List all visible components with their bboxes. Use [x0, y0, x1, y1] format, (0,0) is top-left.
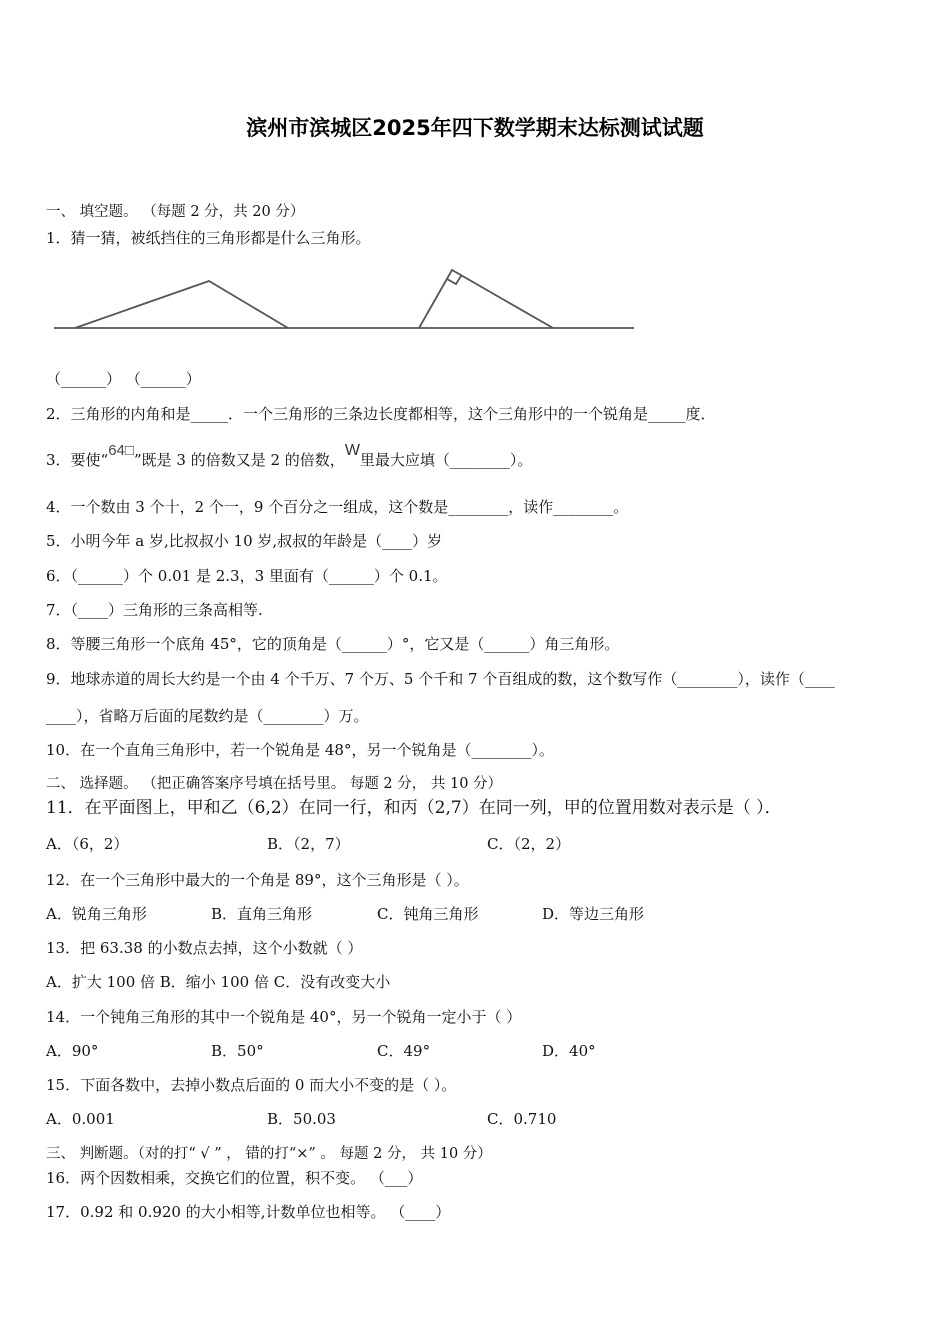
- question-3-part-b: ”既是 3 的倍数又是 2 的倍数，: [133, 451, 345, 469]
- option-c: C．49°: [377, 1042, 431, 1060]
- question-7: 7．（____）三角形的三条高相等.: [46, 601, 263, 619]
- question-14: 14．一个钝角三角形的其中一个锐角是 40°，另一个锐角一定小于（ ）: [46, 1008, 522, 1026]
- option-a: A．90°: [46, 1042, 99, 1060]
- option-b: B．（2，7）: [267, 835, 350, 853]
- question-5: 5．小明今年 a 岁,比叔叔小 10 岁,叔叔的年龄是（____）岁: [46, 532, 443, 550]
- question-11: 11．在平面图上，甲和乙（6,2）在同一行，和丙（2,7）在同一列，甲的位置用数对表示是（ ）．: [46, 798, 782, 818]
- question-12: 12．在一个三角形中最大的一个角是 89°，这个三角形是（ ）。: [46, 871, 469, 889]
- question-17: 17．0.92 和 0.920 的大小相等,计数单位也相等。 （____）: [46, 1203, 451, 1221]
- section-heading-multiple-choice: 二、 选择题。 （把正确答案序号填在括号里。 每题 2 分， 共 10 分）: [46, 776, 503, 792]
- question-6: 6．（______）个 0.01 是 2.3，3 里面有（______）个 0.1。: [46, 567, 448, 585]
- question-2: 2．三角形的内角和是_____．一个三角形的三条边长度都相等，这个三角形中的一个锐角是_____度．: [46, 405, 716, 423]
- question-4: 4．一个数由 3 个十，2 个一，9 个百分之一组成，这个数是________，读作________。: [46, 498, 629, 516]
- option-b: B．直角三角形: [211, 905, 313, 923]
- question-9-line-2: ____），省略万后面的尾数约是（________）万。: [46, 707, 369, 725]
- question-3-w-image: W: [344, 442, 360, 459]
- question-9-line-1: 9．地球赤道的周长大约是一个由 4 个千万、7 个万、5 个千和 7 个百组成的数，这个数写作（________），读作（____: [46, 670, 835, 688]
- question-10: 10．在一个直角三角形中，若一个锐角是 48°，另一个锐角是（________）。: [46, 741, 554, 759]
- option-b: B．50.03: [267, 1110, 336, 1128]
- option-a: A．锐角三角形: [46, 905, 147, 923]
- page-title: 滨州市滨城区2025年四下数学期末达标测试试题: [246, 116, 704, 140]
- option-d: D．等边三角形: [542, 905, 645, 923]
- option-c: C．钝角三角形: [377, 905, 479, 923]
- question-1: 1．猜一猜，被纸挡住的三角形都是什么三角形。: [46, 229, 371, 247]
- option-a: A．0.001: [46, 1110, 115, 1128]
- question-1-answers: （______） （______）: [46, 370, 201, 388]
- option-c: C．（2，2）: [487, 835, 571, 853]
- section-heading-fill-blank: 一、 填空题。 （每题 2 分，共 20 分）: [46, 204, 305, 220]
- option-c: C．0.710: [487, 1110, 557, 1128]
- question-16: 16．两个因数相乘，交换它们的位置，积不变。 （___）: [46, 1169, 423, 1187]
- question-3: [46, 442, 533, 471]
- option-a: A．（6，2）: [46, 835, 129, 853]
- question-13-options: A．扩大 100 倍 B．缩小 100 倍 C．没有改变大小: [46, 973, 391, 991]
- question-8: 8．等腰三角形一个底角 45°，它的顶角是（______）°，它又是（______）角三角形。: [46, 635, 620, 653]
- option-d: D．40°: [542, 1042, 596, 1060]
- question-13: 13．把 63.38 的小数点去掉，这个小数就（ ）: [46, 939, 363, 957]
- question-3-part-c: 里最大应填（________）。: [359, 451, 533, 469]
- question-3-part-a: 3．要使“: [46, 451, 109, 469]
- section-heading-true-false: 三、 判断题。（对的打“ √ ” ， 错的打“×” 。 每题 2 分， 共 10 分）: [46, 1146, 492, 1162]
- question-15: 15．下面各数中，去掉小数点后面的 0 而大小不变的是（ ）。: [46, 1076, 457, 1094]
- triangles-figure: [50, 262, 640, 337]
- option-b: B．50°: [211, 1042, 264, 1060]
- question-3-number-image: 64□: [108, 442, 134, 459]
